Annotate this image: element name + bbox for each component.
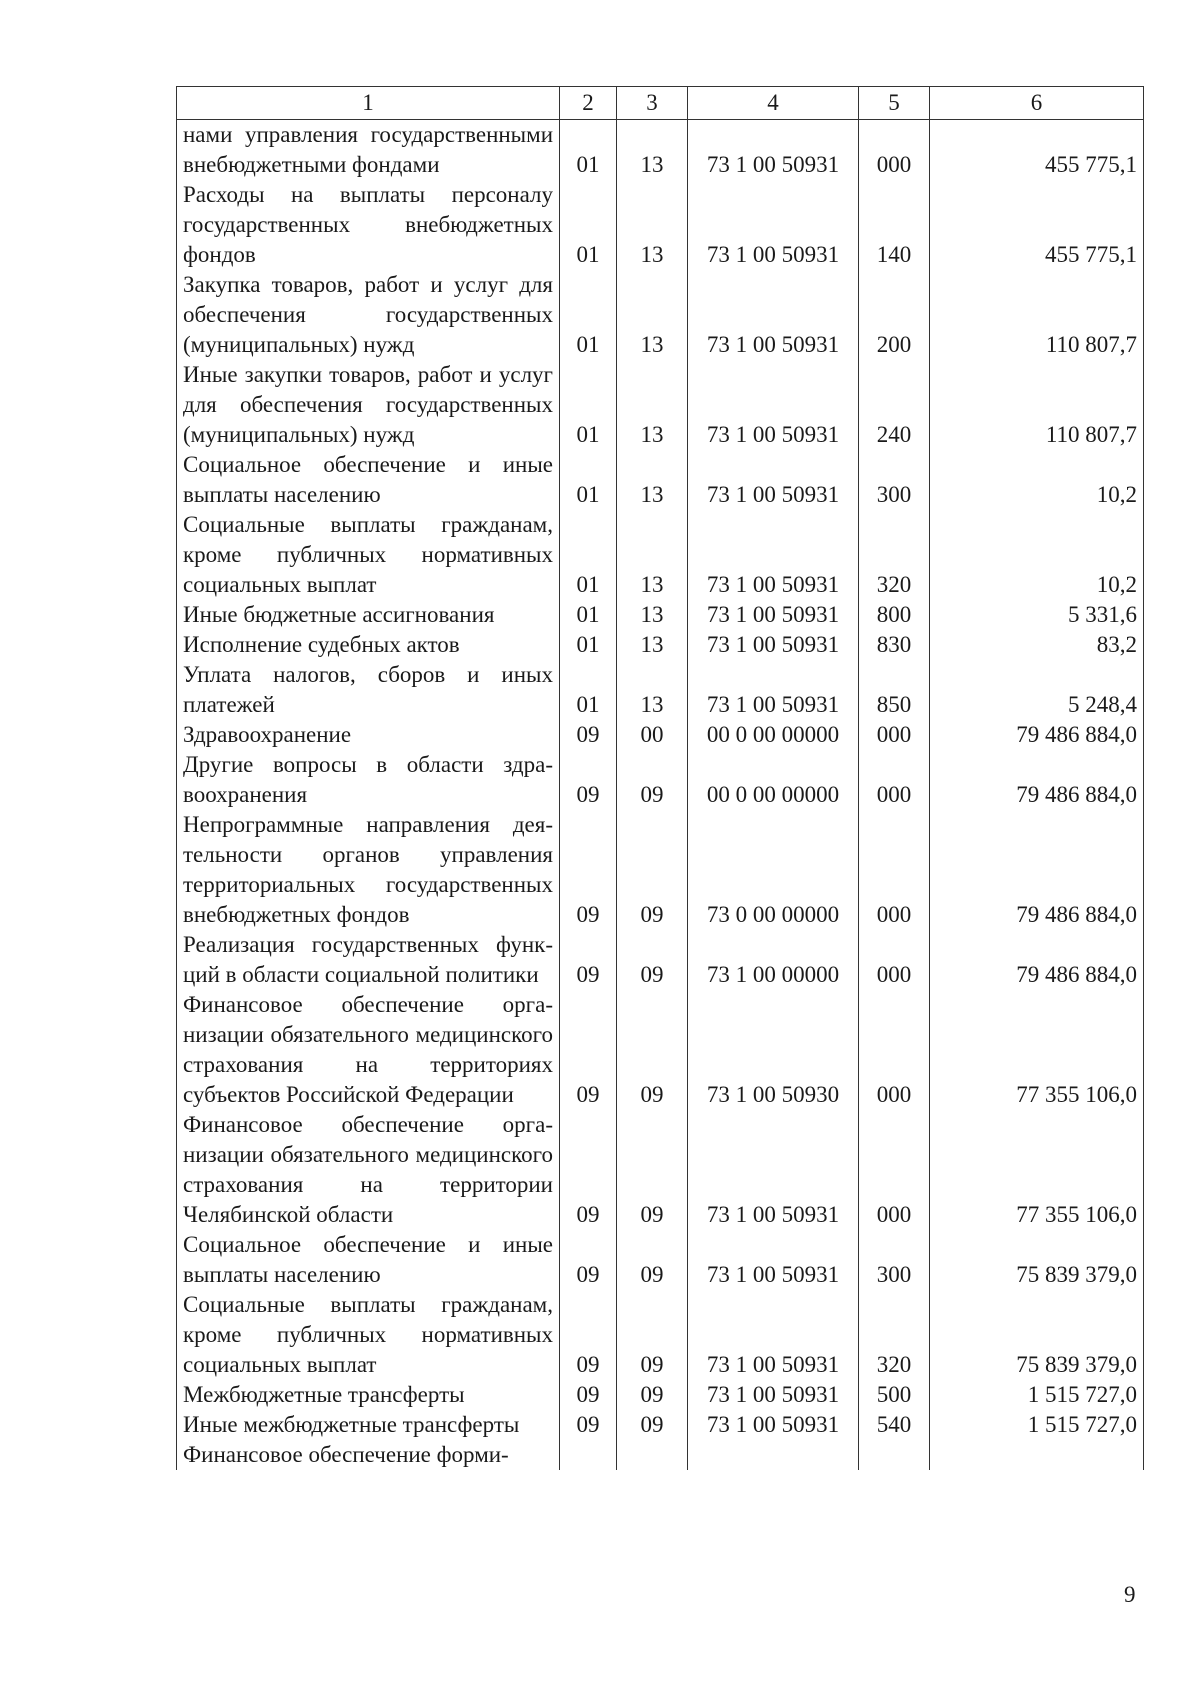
amount-cell: 79 486 884,0 (930, 750, 1144, 810)
amount-cell: 5 248,4 (930, 660, 1144, 720)
amount-cell: 79 486 884,0 (930, 720, 1144, 750)
expense-type-cell: 200 (859, 270, 930, 360)
subsection-code-cell: 13 (617, 600, 688, 630)
table-row (177, 630, 1144, 660)
row-name-cell: нами управления государственными внебюджетными фондами (177, 120, 560, 181)
target-article-cell: 73 1 00 50931 (688, 1410, 859, 1440)
table-row (177, 270, 1144, 360)
amount-cell: 10,2 (930, 450, 1144, 510)
table-row (177, 1230, 1144, 1290)
target-article-cell: 73 1 00 50931 (688, 510, 859, 600)
amount-cell (930, 1440, 1144, 1470)
row-name-cell: Финансовое обеспечение организации обязательного медицинского страхования на территориях субъектов Российской Федерации (177, 990, 560, 1110)
section-code-cell: 09 (560, 1410, 617, 1440)
row-name-cell: Финансовое обеспечение форми- (177, 1440, 560, 1470)
table-row (177, 1380, 1144, 1410)
target-article-cell: 73 1 00 50931 (688, 450, 859, 510)
row-name-cell: Уплата налогов, сборов и иных платежей (177, 660, 560, 720)
table-row (177, 1290, 1144, 1380)
row-name-cell: Иные бюджетные ассигнования (177, 600, 560, 630)
amount-cell: 455 775,1 (930, 180, 1144, 270)
expense-type-cell (859, 1440, 930, 1470)
target-article-cell: 73 1 00 50931 (688, 270, 859, 360)
table-row (177, 720, 1144, 750)
row-name-cell: Иные закупки товаров, работ и услуг для обеспечения государственных (муниципальных) нужд (177, 360, 560, 450)
page-number: 9 (1124, 1582, 1136, 1607)
table-row (177, 930, 1144, 990)
subsection-code-cell: 09 (617, 930, 688, 990)
amount-cell: 77 355 106,0 (930, 990, 1144, 1110)
table-row (177, 600, 1144, 630)
section-code-cell: 09 (560, 720, 617, 750)
header-col-1: 1 (177, 87, 560, 120)
section-code-cell: 09 (560, 930, 617, 990)
table-body (177, 120, 1144, 1471)
amount-cell: 75 839 379,0 (930, 1230, 1144, 1290)
expense-type-cell: 000 (859, 810, 930, 930)
subsection-code-cell: 09 (617, 810, 688, 930)
table-row (177, 750, 1144, 810)
section-code-cell: 01 (560, 360, 617, 450)
section-code-cell: 09 (560, 1110, 617, 1230)
table-row (177, 990, 1144, 1110)
expense-type-cell: 000 (859, 720, 930, 750)
subsection-code-cell: 13 (617, 120, 688, 181)
target-article-cell: 73 1 00 50931 (688, 600, 859, 630)
table-row (177, 180, 1144, 270)
expense-type-cell: 000 (859, 750, 930, 810)
expense-type-cell: 000 (859, 990, 930, 1110)
expense-type-cell: 000 (859, 930, 930, 990)
amount-cell: 75 839 379,0 (930, 1290, 1144, 1380)
expense-type-cell: 240 (859, 360, 930, 450)
target-article-cell: 73 1 00 50931 (688, 360, 859, 450)
amount-cell: 77 355 106,0 (930, 1110, 1144, 1230)
subsection-code-cell: 13 (617, 360, 688, 450)
subsection-code-cell: 09 (617, 750, 688, 810)
subsection-code-cell: 13 (617, 660, 688, 720)
header-col-5: 5 (859, 87, 930, 120)
header-col-6: 6 (930, 87, 1144, 120)
row-name-cell: Социальные выплаты гражданам, кроме публичных нормативных социальных выплат (177, 510, 560, 600)
budget-table (176, 86, 1144, 1470)
target-article-cell: 00 0 00 00000 (688, 750, 859, 810)
target-article-cell: 73 1 00 00000 (688, 930, 859, 990)
expense-type-cell: 850 (859, 660, 930, 720)
amount-cell: 455 775,1 (930, 120, 1144, 181)
expense-type-cell: 500 (859, 1380, 930, 1410)
row-name-cell: Расходы на выплаты персоналу государственных внебюджетных фондов (177, 180, 560, 270)
table-row (177, 1410, 1144, 1440)
section-code-cell: 09 (560, 750, 617, 810)
expense-type-cell: 800 (859, 600, 930, 630)
target-article-cell: 73 1 00 50931 (688, 180, 859, 270)
section-code-cell (560, 1440, 617, 1470)
expense-type-cell: 830 (859, 630, 930, 660)
section-code-cell: 09 (560, 990, 617, 1110)
row-name-cell: Финансовое обеспечение организации обязательного медицинского страхования на территории Челябинской области (177, 1110, 560, 1230)
expense-type-cell: 000 (859, 1110, 930, 1230)
expense-type-cell: 320 (859, 510, 930, 600)
target-article-cell: 73 0 00 00000 (688, 810, 859, 930)
target-article-cell: 00 0 00 00000 (688, 720, 859, 750)
table-row (177, 1440, 1144, 1470)
target-article-cell: 73 1 00 50931 (688, 120, 859, 181)
section-code-cell: 01 (560, 120, 617, 181)
section-code-cell: 09 (560, 1380, 617, 1410)
table-row (177, 360, 1144, 450)
subsection-code-cell: 09 (617, 1230, 688, 1290)
subsection-code-cell: 09 (617, 990, 688, 1110)
row-name-cell: Другие вопросы в области здравоохранения (177, 750, 560, 810)
amount-cell: 79 486 884,0 (930, 930, 1144, 990)
target-article-cell: 73 1 00 50931 (688, 1230, 859, 1290)
target-article-cell: 73 1 00 50931 (688, 630, 859, 660)
header-col-4: 4 (688, 87, 859, 120)
expense-type-cell: 000 (859, 120, 930, 181)
amount-cell: 10,2 (930, 510, 1144, 600)
row-name-cell: Межбюджетные трансферты (177, 1380, 560, 1410)
section-code-cell: 01 (560, 510, 617, 600)
section-code-cell: 01 (560, 630, 617, 660)
amount-cell: 79 486 884,0 (930, 810, 1144, 930)
target-article-cell: 73 1 00 50931 (688, 660, 859, 720)
row-name-cell: Закупка товаров, работ и услуг для обеспечения государственных (муниципальных) нужд (177, 270, 560, 360)
table-row (177, 1110, 1144, 1230)
amount-cell: 1 515 727,0 (930, 1380, 1144, 1410)
expense-type-cell: 540 (859, 1410, 930, 1440)
header-col-2: 2 (560, 87, 617, 120)
subsection-code-cell (617, 1440, 688, 1470)
section-code-cell: 09 (560, 1230, 617, 1290)
subsection-code-cell: 13 (617, 180, 688, 270)
amount-cell: 83,2 (930, 630, 1144, 660)
row-name-cell: Здравоохранение (177, 720, 560, 750)
subsection-code-cell: 13 (617, 630, 688, 660)
subsection-code-cell: 09 (617, 1290, 688, 1380)
target-article-cell: 73 1 00 50930 (688, 990, 859, 1110)
target-article-cell: 73 1 00 50931 (688, 1110, 859, 1230)
header-col-3: 3 (617, 87, 688, 120)
subsection-code-cell: 09 (617, 1380, 688, 1410)
subsection-code-cell: 13 (617, 450, 688, 510)
expense-type-cell: 300 (859, 450, 930, 510)
row-name-cell: Иные межбюджетные трансферты (177, 1410, 560, 1440)
target-article-cell: 73 1 00 50931 (688, 1380, 859, 1410)
table-header-row (177, 87, 1144, 120)
expense-type-cell: 320 (859, 1290, 930, 1380)
row-name-cell: Социальное обеспечение и иные выплаты населению (177, 450, 560, 510)
target-article-cell: 73 1 00 50931 (688, 1290, 859, 1380)
section-code-cell: 09 (560, 1290, 617, 1380)
amount-cell: 5 331,6 (930, 600, 1144, 630)
table-row (177, 510, 1144, 600)
target-article-cell (688, 1440, 859, 1470)
table-row (177, 450, 1144, 510)
expense-type-cell: 300 (859, 1230, 930, 1290)
amount-cell: 1 515 727,0 (930, 1410, 1144, 1440)
section-code-cell: 01 (560, 660, 617, 720)
table-row (177, 810, 1144, 930)
row-name-cell: Реализация государственных функций в области социальной политики (177, 930, 560, 990)
row-name-cell: Исполнение судебных актов (177, 630, 560, 660)
subsection-code-cell: 13 (617, 510, 688, 600)
table-row (177, 660, 1144, 720)
subsection-code-cell: 09 (617, 1410, 688, 1440)
subsection-code-cell: 09 (617, 1110, 688, 1230)
section-code-cell: 09 (560, 810, 617, 930)
row-name-cell: Социальное обеспечение и иные выплаты населению (177, 1230, 560, 1290)
section-code-cell: 01 (560, 450, 617, 510)
table-row (177, 120, 1144, 181)
section-code-cell: 01 (560, 600, 617, 630)
subsection-code-cell: 13 (617, 270, 688, 360)
row-name-cell: Социальные выплаты гражданам, кроме публичных нормативных социальных выплат (177, 1290, 560, 1380)
row-name-cell: Непрограммные направления деятельности органов управления территориальных государственных внебюджетных фондов (177, 810, 560, 930)
expense-type-cell: 140 (859, 180, 930, 270)
amount-cell: 110 807,7 (930, 270, 1144, 360)
section-code-cell: 01 (560, 270, 617, 360)
section-code-cell: 01 (560, 180, 617, 270)
subsection-code-cell: 00 (617, 720, 688, 750)
amount-cell: 110 807,7 (930, 360, 1144, 450)
